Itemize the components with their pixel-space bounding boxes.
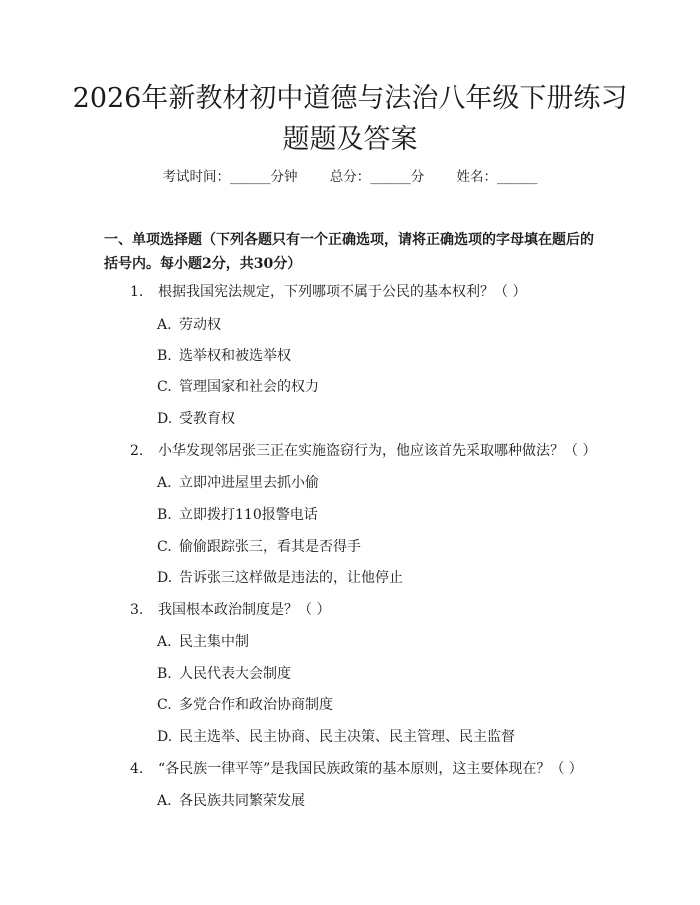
option-1d [157,409,597,429]
option-text: 劳动权 [179,317,221,333]
option-3c [157,695,597,715]
option-letter: A. [157,475,172,491]
document-title: 2026年新教材初中道德与法治八年级下册练习题题及答案 [72,83,628,155]
option-text: 立即冲进屋里去抓小偷 [179,475,319,491]
option-text: 各民族共同繁荣发展 [179,793,305,809]
option-letter: A. [157,793,172,809]
option-text: 告诉张三这样做是违法的，让他停止 [179,570,403,586]
section-heading: 一、单项选择题（下列各题只有一个正确选项，请将正确选项的字母填在题后的括号内。每小题2分，共30分） [104,232,594,272]
question-1 [130,282,600,302]
question-number: 2. [130,443,144,459]
option-letter: D. [157,729,173,745]
question-number: 3. [130,602,144,618]
exam-time-label: 考试时间：______分钟 [162,169,298,185]
question-number: 1. [130,284,144,300]
option-2b [157,505,597,525]
option-text: 民主集中制 [179,634,249,650]
option-letter: C. [157,697,172,713]
option-text: 选举权和被选举权 [179,348,291,364]
option-text: 立即拨打110报警电话 [179,507,318,523]
option-letter: D. [157,570,173,586]
option-letter: B. [157,666,172,682]
option-text: 民主选举、民主协商、民主决策、民主管理、民主监督 [179,729,515,745]
exam-meta [0,167,700,187]
question-3 [130,600,600,620]
option-1c [157,377,597,397]
option-letter: C. [157,379,172,395]
option-text: 偷偷跟踪张三，看其是否得手 [179,539,361,555]
option-text: 人民代表大会制度 [179,666,291,682]
option-3a [157,632,597,652]
option-text: 受教育权 [179,411,235,427]
option-1a [157,315,597,335]
option-3d [157,727,597,747]
question-2 [130,441,600,461]
total-score-label: 总分：______分 [329,169,425,185]
option-2a [157,473,597,493]
option-3b [157,664,597,684]
option-letter: A. [157,634,172,650]
option-4a [157,791,597,811]
question-text: “各民族一律平等”是我国民族政策的基本原则，这主要体现在？（ ） [158,761,583,777]
question-4 [130,759,600,779]
option-letter: A. [157,317,172,333]
question-text: 小华发现邻居张三正在实施盗窃行为，他应该首先采取哪种做法？（ ） [158,443,597,459]
question-number: 4. [130,761,144,777]
option-letter: B. [157,348,172,364]
option-letter: D. [157,411,173,427]
option-2c [157,537,597,557]
option-text: 多党合作和政治协商制度 [179,697,333,713]
option-2d [157,568,597,588]
student-name-label: 姓名：______ [456,169,538,185]
option-letter: C. [157,539,172,555]
question-text: 根据我国宪法规定，下列哪项不属于公民的基本权利？（ ） [158,284,527,300]
option-letter: B. [157,507,172,523]
option-1b [157,346,597,366]
question-text: 我国根本政治制度是？（ ） [158,602,331,618]
option-text: 管理国家和社会的权力 [179,379,319,395]
